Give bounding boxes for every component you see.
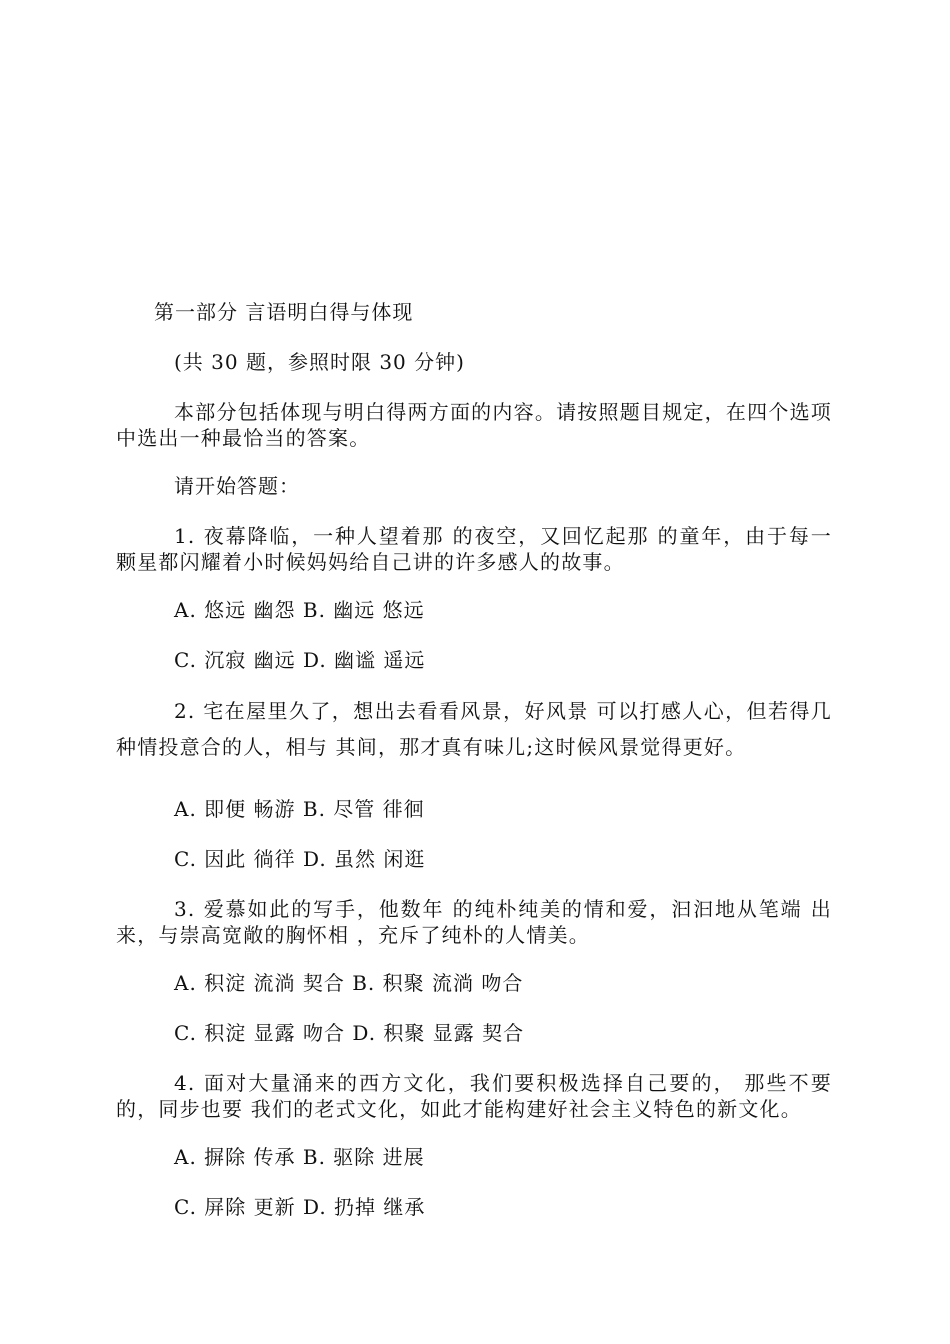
question-1-options-ab: A. 悠远 幽怨 B. 幽远 悠远	[174, 598, 425, 622]
question-3-stem: 3. 爱慕如此的写手，他数年 的纯朴纯美的情和爱，汩汩地从笔端 出来，与崇高宽敞的胸怀相 ，充斥了纯朴的人情美。	[116, 897, 832, 947]
question-4-options-ab: A. 摒除 传承 B. 驱除 进展	[174, 1145, 425, 1169]
question-2-options-cd: C. 因此 徜徉 D. 虽然 闲逛	[174, 847, 426, 871]
question-2-stem: 2. 宅在屋里久了，想出去看看风景，好风景 可以打感人心，但若得几种情投意合的人，相与 其间，那才真有味儿;这时候风景觉得更好。	[116, 699, 832, 759]
question-4-stem: 4. 面对大量涌来的西方文化，我们要积极选择自己要的， 那些不要的，同步也要 我们的老式文化，如此才能构建好社会主义特色的新文化。	[116, 1071, 832, 1121]
question-3-options-ab: A. 积淀 流淌 契合 B. 积聚 流淌 吻合	[174, 971, 524, 995]
instructions-paragraph: 本部分包括体现与明白得两方面的内容。请按照题目规定，在四个选项中选出一种最恰当的答案。	[116, 400, 832, 450]
section-title: 第一部分 言语明白得与体现	[154, 300, 414, 324]
question-3-options-cd: C. 积淀 显露 吻合 D. 积聚 显露 契合	[174, 1021, 525, 1045]
start-prompt: 请开始答题：	[174, 474, 300, 498]
question-1-options-cd: C. 沉寂 幽远 D. 幽谧 遥远	[174, 648, 426, 672]
question-1-stem: 1. 夜幕降临，一种人望着那 的夜空，又回忆起那 的童年，由于每一颗星都闪耀着小时候妈妈给自己讲的许多感人的故事。	[116, 524, 832, 574]
section-subtitle: (共 30 题，参照时限 30 分钟)	[174, 350, 465, 374]
question-4-options-cd: C. 屏除 更新 D. 扔掉 继承	[174, 1195, 426, 1219]
question-2-options-ab: A. 即便 畅游 B. 尽管 徘徊	[174, 797, 425, 821]
